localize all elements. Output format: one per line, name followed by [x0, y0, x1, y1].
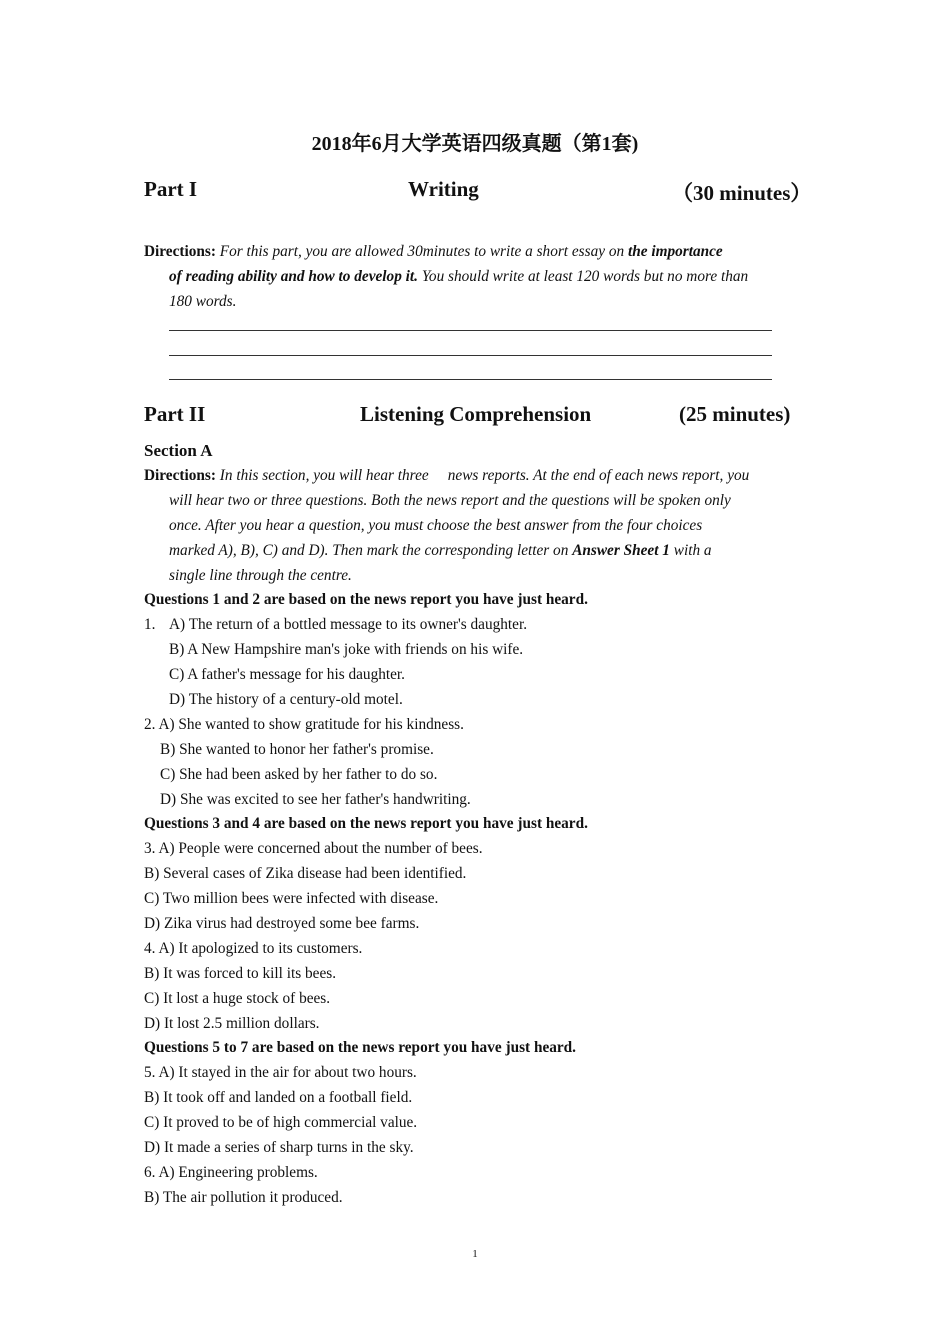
answer-option: D) She was excited to see her father's handwriting. [160, 790, 471, 808]
answer-option: D) Zika virus had destroyed some bee farms. [144, 915, 420, 933]
directions-topic: the importance [627, 243, 723, 260]
question-item: 3. A) People were concerned about the number of bees. [144, 840, 483, 858]
question-item: 6. A) Engineering problems. [144, 1163, 318, 1181]
answer-option: B) Several cases of Zika disease had been identified. [144, 865, 467, 883]
document-title: 2018年6月大学英语四级真题（第1套) [311, 133, 639, 155]
answer-option: C) She had been asked by her father to do so. [160, 765, 438, 783]
directions-text: once. After you hear a question, you must choose the best answer from the four choices [169, 516, 703, 534]
question-item: 5. A) It stayed in the air for about two hours. [144, 1064, 417, 1082]
answer-option: C) It lost a huge stock of bees. [144, 989, 331, 1007]
answer-line [144, 315, 824, 340]
directions-topic: of reading ability and how to develop it. [169, 267, 418, 285]
answer-option: D) It lost 2.5 million dollars. [144, 1014, 320, 1032]
part1-label: Part I [144, 177, 198, 201]
directions-text: will hear two or three questions. Both the news report and the questions will be spoken only [169, 491, 731, 509]
part2-label: Part II [144, 402, 206, 426]
answer-sheet-ref: Answer Sheet 1 [572, 541, 670, 559]
answer-option: B) A New Hampshire man's joke with friends on his wife. [169, 641, 524, 659]
directions-label: Directions: [144, 243, 216, 260]
answer-option: A) The return of a bottled message to its owner's daughter. [169, 616, 528, 634]
answer-option: D) The history of a century-old motel. [169, 691, 403, 709]
directions-text: In this section, you will hear three news reports. At the end of each news report, you [215, 467, 750, 484]
page-number: 1 [472, 1248, 478, 1260]
answer-option: D) It made a series of sharp turns in the sky. [144, 1139, 414, 1157]
question-number: 1. [144, 616, 156, 634]
part2-name: Listening Comprehension [360, 402, 592, 426]
writing-directions [144, 240, 824, 389]
part2-time: (25 minutes) [679, 402, 791, 426]
answer-option: C) It proved to be of high commercial value. [144, 1114, 418, 1132]
question-item: 2. A) She wanted to show gratitude for his kindness. [144, 715, 464, 733]
part1-name: Writing [408, 177, 479, 201]
directions-text: with a [669, 541, 712, 559]
answer-line [144, 364, 824, 389]
answer-option: C) Two million bees were infected with disease. [144, 890, 439, 908]
directions-text: marked A), B), C) and D). Then mark the corresponding letter on [169, 541, 573, 559]
directions-text: For this part, you are allowed 30minutes to write a short essay on [215, 243, 628, 260]
answer-option: B) She wanted to honor her father's promise. [160, 740, 434, 758]
listening-section [144, 464, 824, 1211]
directions-text: single line through the centre. [169, 566, 352, 584]
directions-text: 180 words. [169, 292, 237, 310]
section-a-heading: Section A [144, 441, 213, 460]
part1-time: （30 minutes） [672, 181, 812, 205]
directions-text: You should write at least 120 words but no more than [418, 267, 749, 285]
answer-option: B) It was forced to kill its bees. [144, 964, 337, 982]
answer-line [144, 340, 824, 365]
question-item: 4. A) It apologized to its customers. [144, 939, 363, 957]
answer-option: B) It took off and landed on a football field. [144, 1089, 413, 1107]
question-group-heading: Questions 1 and 2 are based on the news report you have just heard. [144, 591, 588, 609]
answer-option: B) The air pollution it produced. [144, 1188, 343, 1206]
question-group-heading: Questions 5 to 7 are based on the news report you have just heard. [144, 1039, 577, 1057]
answer-option: C) A father's message for his daughter. [169, 666, 405, 684]
question-group-heading: Questions 3 and 4 are based on the news report you have just heard. [144, 815, 588, 833]
directions-label: Directions: [144, 467, 216, 484]
